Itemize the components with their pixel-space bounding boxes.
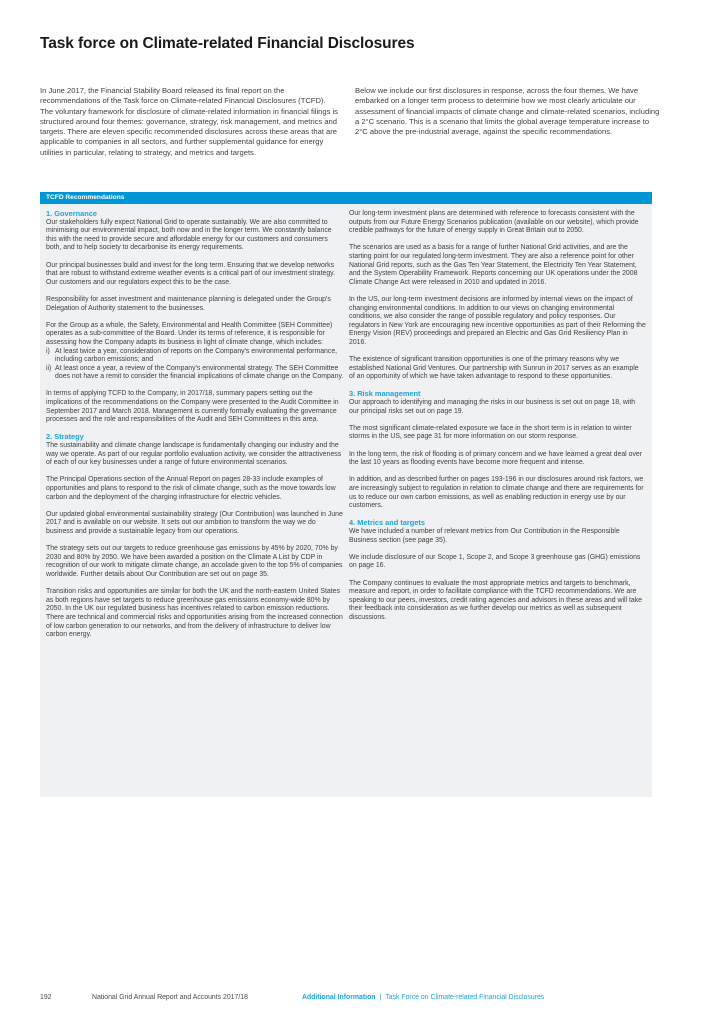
list-item [46,348,344,365]
report-name: National Grid Annual Report and Accounts 2017/18 [92,994,248,1001]
footer-section-link[interactable]: Additional Information [302,994,376,1001]
governance-paragraph: In terms of applying TCFD to the Company, in 2017/18, summary papers setting out the implications of the recommendations on the Company were presented to the Audit Committee in September 2017 and March 2018. Management is currently formally evaluating the governance processes and the role and responsibilities of the Audit and SEH Committees in this area. [46,390,339,424]
metrics-targets-heading: 4. Metrics and targets [349,518,425,528]
footer-separator: | [379,994,382,1001]
tcfd-column-left [46,210,344,640]
tcfd-recommendations-panel [40,192,652,797]
governance-list [46,348,344,382]
list-item [46,365,344,382]
risk-paragraph: In addition, and as described further on pages 193-196 in our disclosures around risk factors, we are increasingly subject to regulation in relation to climate change and there are requirements for us to reduce our own carbon emissions, as well as enabling reduction in energy use by our customers. [349,476,644,510]
strategy-paragraph: Our updated global environmental sustainability strategy (Our Contribution) was launched in June 2017 and is available on our website. It sets out our ambition to transform the way we do business and provide a sustainable legacy from our operations. [46,510,343,535]
governance-heading: 1. Governance [46,209,97,218]
strategy-paragraph: The Principal Operations section of the Annual Report on pages 28-33 include examples of opportunities and plans to respond to the risk of climate change, such as the move towards low carbon and the deployment of the charging infrastructure for electric vehicles. [46,476,336,501]
strategy-paragraph: The strategy sets out our targets to reduce greenhouse gas emissions by 45% by 2020, 70% by 2030 and 80% by 2050. We have been awarded a position on the Climate A List by CDP in recognition of our work to mitigate climate change, an accolade given to the top 5% of companies worldwide. Further details about Our Contribution are set out on page 35. [46,545,343,578]
strategy-paragraph: The existence of significant transition opportunities is one of the primary reasons why we established National Grid Ventures. Our partnership with Sunrun in 2017 serves as an example of an opportunity of which we have taken advantage to respond to these opportunities. [349,356,639,381]
governance-paragraph: Our stakeholders fully expect National Grid to operate sustainably. We are also committed to minimising our environmental impact, both now and in the longer term. We constantly balance this with the need to provide secure and affordable energy for our customers and consumers both, and to help society to decarbonise its energy requirements. [46,218,332,252]
page-number: 192 [40,994,52,1001]
risk-management-heading: 3. Risk management [349,389,421,399]
list-text: At least once a year, a review of the Company's environmental strategy. The SEH Committee does not have a remit to consider the financial implications of climate change on the Company. [55,364,344,381]
governance-paragraph: Our principal businesses build and invest for the long term. Ensuring that we develop networks that are robust to withstand extreme weather events is a critical part of our investment strategy. Our customers and our regulators expect this to be the case. [46,261,336,286]
risk-paragraph: In the long term, the risk of flooding is of primary concern and we have learned a great deal over the last 10 years as flooding events have become more frequent and intense. [349,450,643,467]
intro-paragraph-left: In June 2017, the Financial Stability Board released its final report on the recommendations of the Task force on Climate-related Financial Disclosures (TCFD). The voluntary framework for disclosure of climate-related information in financial filings is structured around four themes: governance, strategy, risk management, and metrics and targets. There are eleven specific recommended disclosures across these areas that are applicable to companies in all sectors, and further supplemental guidance for energy utilities in particular, relating to strategy, and metrics and targets. [40,86,338,157]
list-text: At least twice a year, consideration of reports on the Company's environmental performance, including carbon emissions; and [55,347,338,364]
strategy-paragraph: Transition risks and opportunities are similar for both the UK and the north-eastern United States as both regions have set targets to reduce greenhouse gas emissions economy-wide 80% by 2050. In the UK our regulated business has incentives related to carbon emission reductions. There are technical and commercial risks and opportunities arising from the increased connection of low carbon generation to our networks, and from the delivery of infrastructure to deliver low carbon energy. [46,588,343,639]
tcfd-columns [46,210,646,640]
metrics-paragraph: We have included a number of relevant metrics from Our Contribution in the Responsible Business section (see page 35). [349,527,620,544]
strategy-paragraph: In the US, our long-term investment decisions are informed by internal views on the impact of changing environmental conditions. In addition to our views on changing environmental conditions, we also consider the range of possible regulatory and policy responses. Our regulators in New York are encouraging new incentive opportunities as part of their Reforming the Energy Vision (REV) proceedings and prepared an Electric and Gas Grid Resiliency Plan in 2016. [349,295,646,346]
intro-paragraph-right: Below we include our first disclosures in response, across the four themes. We have embarked on a longer term process to determine how we most clearly articulate our assessment of financial impacts of climate change and climate-related scenarios, including a 2°C scenario. This is a scenario that limits the global average temperature increase to 2°C above the pre-industrial average, against the specific recommendations. [355,86,660,137]
strategy-paragraph: Our long-term investment plans are determined with reference to forecasts consistent with the outputs from our Future Energy Scenarios publication (available on our website), which provide credible pathways for the future of energy supply in Great Britain out to 2050. [349,210,639,235]
footer-subsection-link[interactable]: Task Force on Climate-related Financial Disclosures [385,994,545,1001]
governance-paragraph: For the Group as a whole, the Safety, Environmental and Health Committee (SEH Committee) operates as a sub-committee of the Board. Under its terms of reference, it is responsible for assessing how the Company adapts its business in light of climate change, which includes: [46,321,333,346]
metrics-paragraph: We include disclosure of our Scope 1, Scope 2, and Scope 3 greenhouse gas (GHG) emissions on page 16. [349,553,641,570]
tcfd-column-right [349,210,646,640]
list-marker: ii) [46,364,52,372]
strategy-paragraph: The scenarios are used as a basis for a range of further National Grid activities, and are the starting point for our regulated long-term investment. They are also a reference point for other National Grid reports, such as the Gas Ten Year Statement, the Electricity Ten Year Statement, and the System Operability Framework. Reports concerning our UK operations under the 2008 Climate Change Act were released in 2010 and updated in 2016. [349,244,638,286]
page-footer [40,994,694,1001]
risk-paragraph: The most significant climate-related exposure we face in the short term is in relation to winter storms in the US, see page 31 for more information on our storm response. [349,424,632,441]
strategy-paragraph: The sustainability and climate change landscape is fundamentally changing our industry and the way we operate. As part of our regular portfolio evaluation activity, we consider the attractiveness of each of our key businesses under a range of future environmental scenarios. [46,442,342,467]
list-marker: i) [46,347,50,355]
risk-paragraph: Our approach to identifying and managing the risks in our business is set out on page 18, with our principal risks set out on page 19. [349,399,636,415]
metrics-paragraph: The Company continues to evaluate the most appropriate metrics and targets to benchmark, measure and report, in order to facilitate compliance with the TCFD recommendations. We are speaking to our peers, investors, credit rating agencies and advisors in these areas and will take their feedback into consideration as we further develop our metrics as well as subsequent discussions. [349,579,643,621]
page-title: Task force on Climate-related Financial Disclosures [40,35,415,52]
governance-paragraph: Responsibility for asset investment and maintenance planning is delegated under the Group's Delegation of Authority statement to the businesses. [46,295,331,312]
strategy-heading: 2. Strategy [46,432,84,442]
tcfd-panel-header: TCFD Recommendations [40,192,652,204]
